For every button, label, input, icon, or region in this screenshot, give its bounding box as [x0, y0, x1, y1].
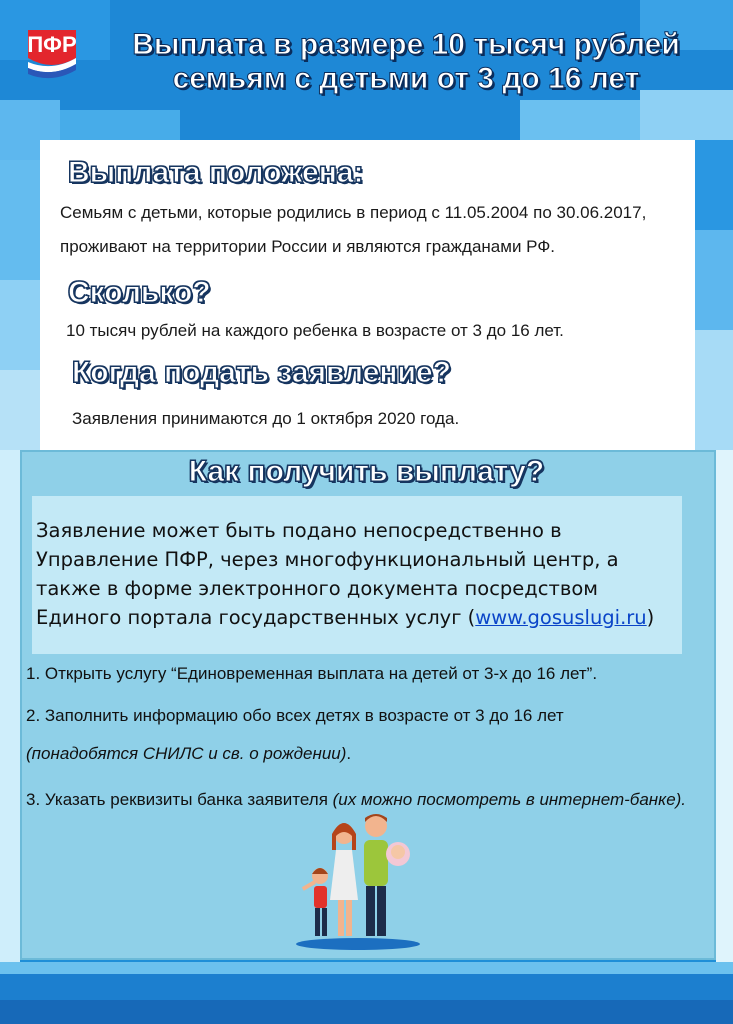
- info-line-4-prefix: Единого портала государственных услуг (: [36, 606, 476, 629]
- gosuslugi-link[interactable]: www.gosuslugi.ru: [475, 606, 647, 629]
- info-line-4-suffix: ): [646, 606, 655, 629]
- info-line-2: Управление ПФР, через многофункциональный центр, а: [36, 548, 619, 571]
- title-line-1: Выплата в размере 10 тысяч рублей: [132, 28, 680, 61]
- info-line-3: также в форме электронного документа посредством: [36, 577, 599, 600]
- family-illustration-icon: [288, 812, 428, 952]
- amount-heading: Сколько?: [68, 276, 211, 309]
- info-line-1: Заявление может быть подано непосредственно в: [36, 519, 562, 542]
- step-2-end: .: [346, 744, 352, 763]
- pfr-logo-icon: [22, 20, 82, 80]
- when-heading: Когда подать заявление?: [72, 356, 451, 389]
- info-line-4: [36, 603, 686, 632]
- amount-text: 10 тысяч рублей на каждого ребенка в возрасте от 3 до 16 лет.: [66, 321, 564, 340]
- step-3-note: (их можно посмотреть в интернет-банке).: [332, 790, 687, 809]
- step-2-note-row: [26, 744, 351, 764]
- step-1: 1. Открыть услугу “Единовременная выплата на детей от 3-х до 16 лет”.: [26, 664, 598, 683]
- step-2: 2. Заполнить информацию обо всех детях в возрасте от 3 до 16 лет: [26, 706, 564, 725]
- step-2-note: (понадобятся СНИЛС и св. о рождении): [26, 744, 347, 763]
- footer-stripe-dark: [0, 1000, 733, 1024]
- step-3-row: [26, 790, 686, 810]
- title-line-2: семьям с детьми от 3 до 16 лет: [172, 62, 640, 95]
- page-title: [96, 28, 716, 96]
- eligible-text-line-1: Семьям с детьми, которые родились в период с 11.05.2004 по 30.06.2017,: [60, 203, 647, 222]
- svg-text:ПФР: ПФР: [27, 32, 77, 57]
- footer-stripe: [0, 962, 733, 974]
- step-3: 3. Указать реквизиты банка заявителя: [26, 790, 333, 809]
- when-text: Заявления принимаются до 1 октября 2020 года.: [72, 409, 460, 428]
- eligible-heading: Выплата положена:: [68, 156, 364, 189]
- how-to-heading: Как получить выплату?: [188, 455, 545, 488]
- eligible-text-line-2: проживают на территории России и являются гражданами РФ.: [60, 237, 555, 256]
- info-text: [36, 516, 686, 632]
